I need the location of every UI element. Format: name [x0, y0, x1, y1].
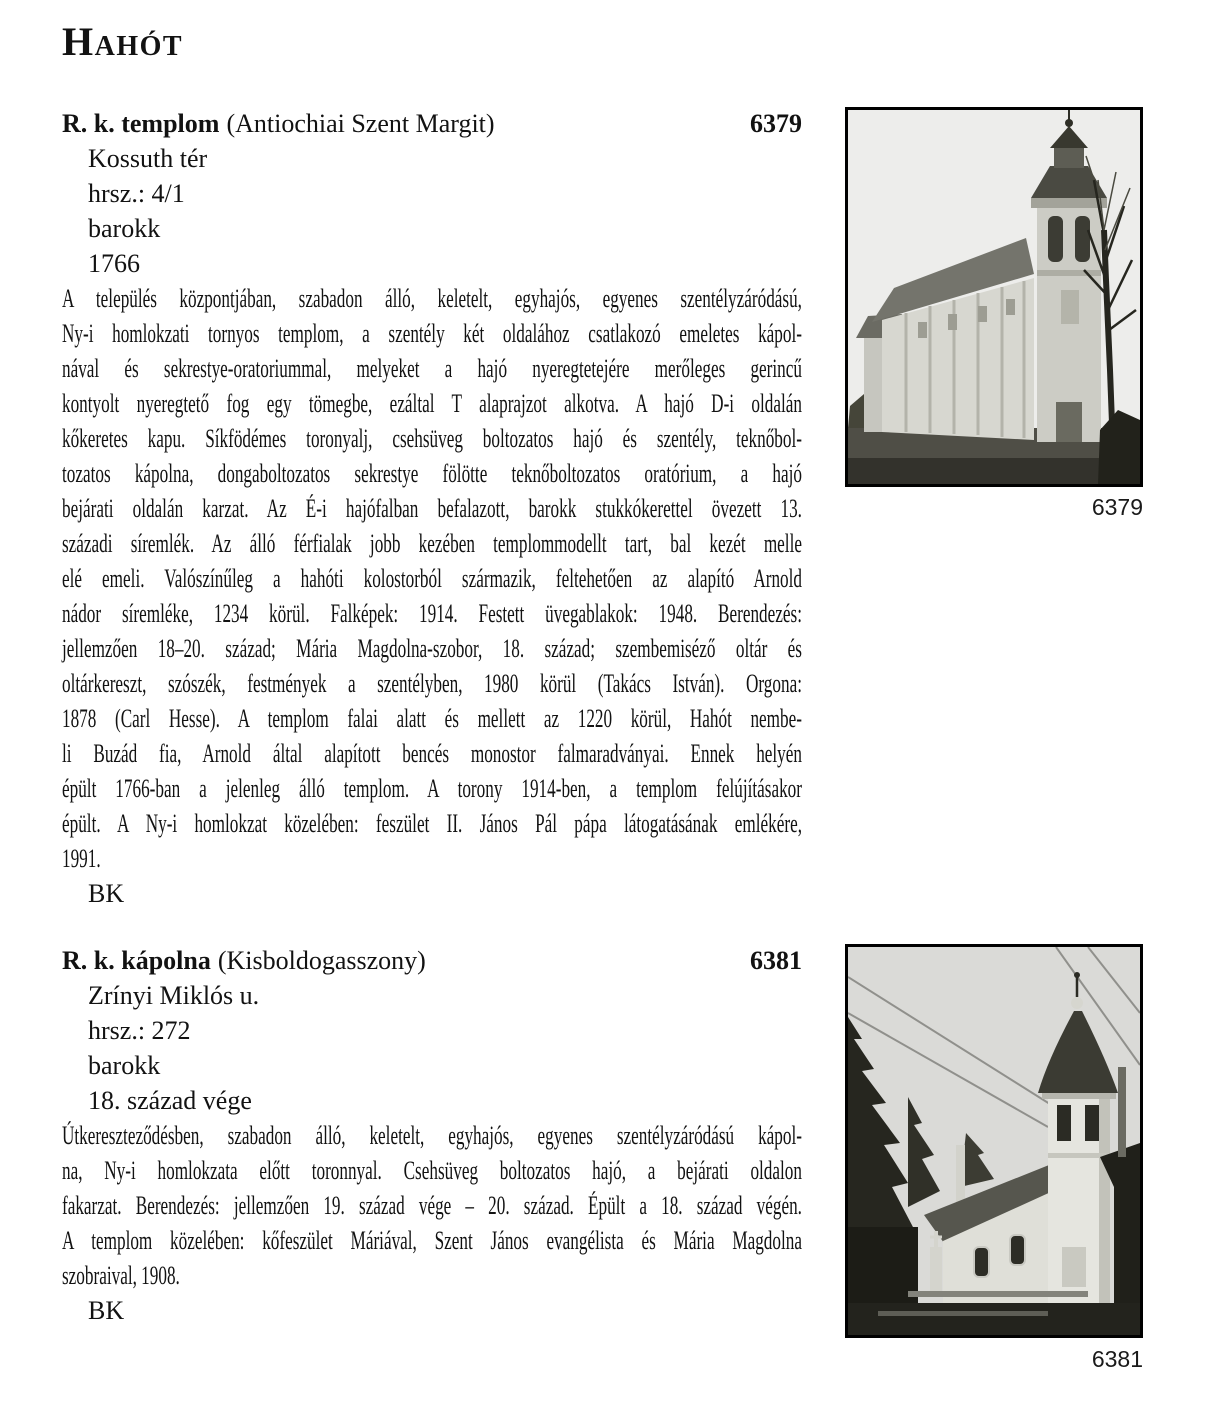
entry-body	[62, 281, 802, 876]
style-line: barokk	[88, 214, 161, 243]
body-line: A templom közelében: kőfeszület Máriával, Szent János evangélista és Mária Magdolna	[62, 1226, 802, 1255]
photo-caption: 6381	[1091, 1346, 1143, 1372]
chapel-with-spire-image	[848, 947, 1140, 1335]
date-line: 1766	[88, 249, 140, 278]
body-line: li Buzád fia, Arnold által alapított bencés monostor falmaradványai. Ennek helyén	[62, 739, 802, 768]
body-line: Ny-i homlokzati tornyos templom, a szentély két oldalához csatlakozó emeletes kápol-	[62, 319, 802, 348]
address-line: Kossuth tér	[88, 144, 208, 173]
page-title: HAHÓT	[62, 19, 184, 64]
entry-header	[62, 943, 802, 978]
body-line: A település központjában, szabadon álló, keletelt, egyhajós, egyenes szentélyzáródású,	[62, 284, 802, 313]
entry-dedication: (Kisboldogasszony)	[217, 946, 426, 975]
entry-name: R. k. kápolna	[62, 946, 211, 975]
body-line: 1878 (Carl Hesse). A templom falai alatt és mellett az 1220 körül, Hahót nembe-	[62, 704, 802, 733]
body-line: bejárati oldalán karzat. Az É-i hajófalban befalazott, barokk stukkókerettel övezett 13.	[62, 494, 802, 523]
entry-number: 6381	[750, 946, 802, 975]
entry-6379	[62, 106, 802, 911]
entry-header	[62, 106, 802, 141]
body-line: elé emeli. Valószínűleg a hahóti kolostorból származik, feltehetően az alapító Arnold	[62, 564, 802, 593]
style-line: barokk	[88, 1051, 161, 1080]
body-line: oltárkereszt, szószék, festmények a szentélyben, 1980 körül (Takács István). Orgona:	[62, 669, 802, 698]
body-line: fakarzat. Berendezés: jellemzően 19. század vége – 20. század. Épült a 18. század végén.	[62, 1191, 802, 1220]
body-line: szobraival, 1908.	[62, 1261, 180, 1290]
address-line: Zrínyi Miklós u.	[88, 981, 260, 1010]
body-line: nával és sekrestye-oratoriummal, melyeket a hajó nyeregtetejére merőleges gerincű	[62, 354, 802, 383]
body-line: századi síremlék. Az álló férfialak jobb kezében templommodellt tart, bal kezét melle	[62, 529, 802, 558]
body-line: kőkeretes kapu. Síkfödémes toronyalj, csehsüveg boltozatos hajó és szentély, teknőbol-	[62, 424, 802, 453]
body-line: Útkereszteződésben, szabadon álló, keletelt, egyhajós, egyenes szentélyzáródású kápol-	[62, 1121, 802, 1150]
body-line: épült 1766-ban a jelenleg álló templom. A torony 1914-ben, a templom felújításakor	[62, 774, 802, 803]
entry-body	[62, 1118, 802, 1293]
body-line: nádor síremléke, 1234 körül. Falképek: 1914. Festett üvegablakok: 1948. Berendezés:	[62, 599, 802, 628]
date-line: 18. század vége	[88, 1086, 252, 1115]
author-initials: BK	[88, 879, 125, 908]
body-line: jellemzően 18–20. század; Mária Magdolna-szobor, 18. század; szembemiséző oltár és	[62, 634, 802, 663]
parcel-line: hrsz.: 272	[88, 1016, 191, 1045]
body-line: kontyolt nyeregtető fog egy tömegbe, ezáltal T alaprajzot alkotva. A hajó D-i oldalán	[62, 389, 802, 418]
entry-number: 6379	[750, 109, 802, 138]
body-line: tozatos kápolna, dongaboltozatos sekrestye fölötte teknőboltozatos oratórium, a hajó	[62, 459, 802, 488]
entry-name: R. k. templom	[62, 109, 220, 138]
photo-caption: 6379	[1091, 494, 1143, 520]
entry-6381	[62, 943, 802, 1328]
church-with-tower-image	[848, 110, 1140, 484]
church-photo-6379	[845, 107, 1143, 487]
chapel-photo-6381	[845, 944, 1143, 1338]
body-line: 1991.	[62, 844, 101, 873]
body-line: na, Ny-i homlokzata előtt toronnyal. Csehsüveg boltozatos hajó, a bejárati oldalon	[62, 1156, 802, 1185]
body-line: épült. A Ny-i homlokzat közelében: feszület II. János Pál pápa látogatásának emlékére,	[62, 809, 802, 838]
parcel-line: hrsz.: 4/1	[88, 179, 185, 208]
author-initials: BK	[88, 1296, 125, 1325]
entry-dedication: (Antiochiai Szent Margit)	[226, 109, 495, 138]
